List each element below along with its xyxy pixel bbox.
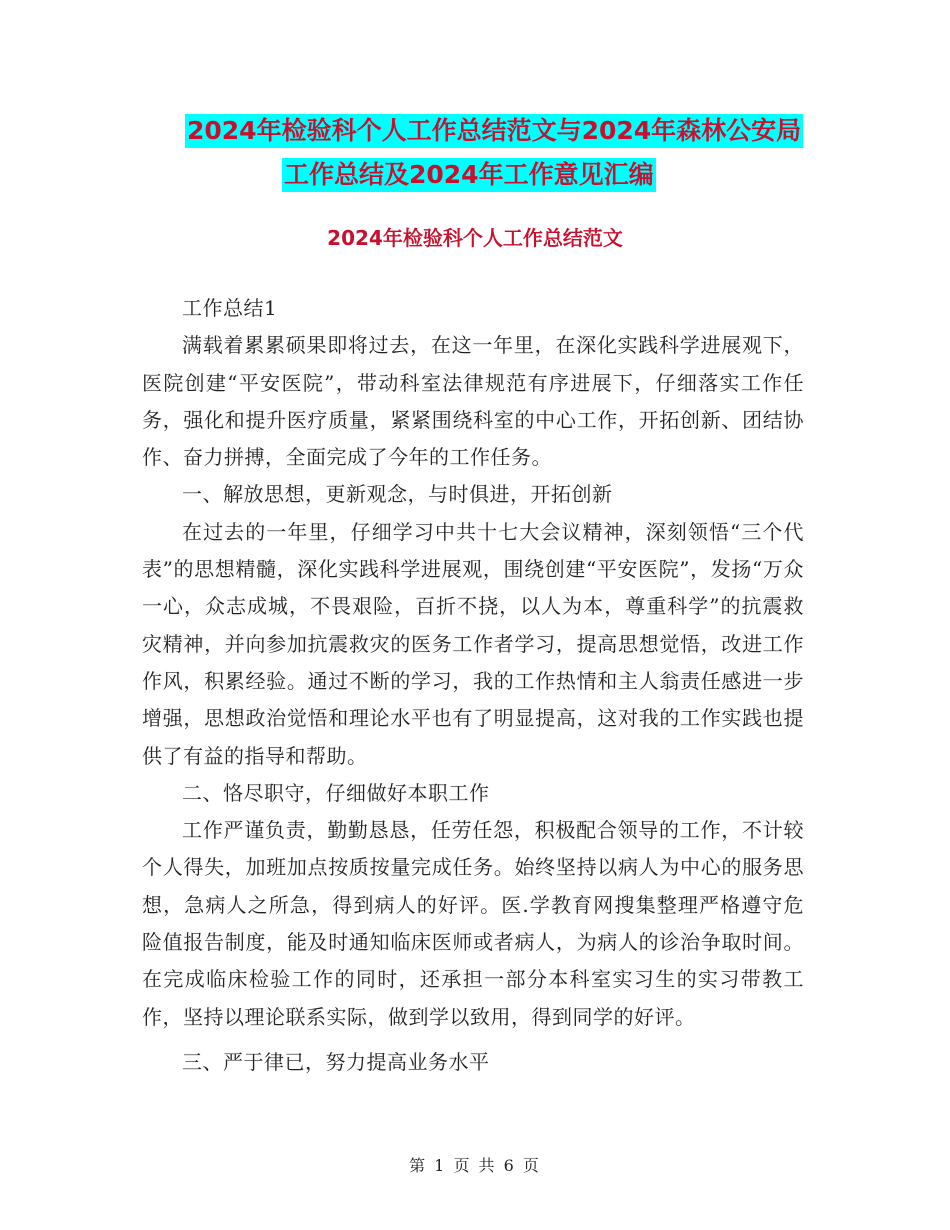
page-footer: 第 1 页 共 6 页 — [409, 1156, 541, 1175]
paragraph: 满载着累累硕果即将过去，在这一年里，在深化实践科学进展观下，医院创建“平安医院”，带动科室法律规范有序进展下，仔细落实工作任务，强化和提升医疗质量，紧紧围绕科室的中心工作，开拓创新、团结协作、奋力拼搏，全面完成了今年的工作任务。 — [142, 333, 804, 470]
body-text — [142, 290, 804, 1081]
paragraph-heading: 三、严于律已，努力提高业务水平 — [182, 1049, 490, 1074]
paragraph: 在过去的一年里，仔细学习中共十七大会议精神，深刻领悟“三个代表”的思想精髓，深化实践科学进展观，围绕创建“平安医院”，发扬“万众一心，众志成城，不畏艰险，百折不挠，以人为本，尊重科学”的抗震救灾精神，并向参加抗震救灾的医务工作者学习，提高思想觉悟，改进工作作风，积累经验。通过不断的学习，我的工作热情和主人翁责任感进一步增强，思想政治觉悟和理论水平也有了明显提高，这对我的工作实践也提供了有益的指导和帮助。 — [142, 519, 804, 768]
paragraph: 工作严谨负责，勤勤恳恳，任劳任怨，积极配合领导的工作，不计较个人得失，加班加点按质按量完成任务。始终坚持以病人为中心的服务思想，急病人之所急，得到病人的好评。医.学教育网搜集整理严格遵守危险值报告制度，能及时通知临床医师或者病人，为病人的诊治争取时间。在完成临床检验工作的同时，还承担一部分本科室实习生的实习带教工作，坚持以理论联系实际，做到学以致用，得到同学的好评。 — [142, 818, 804, 1029]
paragraph-heading: 一、解放思想，更新观念，与时俱进，开拓创新 — [182, 482, 613, 507]
document-title-line-2: 工作总结及2024年工作意见汇编 — [282, 158, 656, 192]
paragraph-heading: 工作总结1 — [182, 296, 278, 320]
document-title-line-1: 2024年检验科个人工作总结范文与2024年森林公安局 — [185, 114, 803, 148]
section-title: 2024年检验科个人工作总结范文 — [327, 226, 623, 250]
paragraph-heading: 二、恪尽职守，仔细做好本职工作 — [182, 780, 490, 805]
